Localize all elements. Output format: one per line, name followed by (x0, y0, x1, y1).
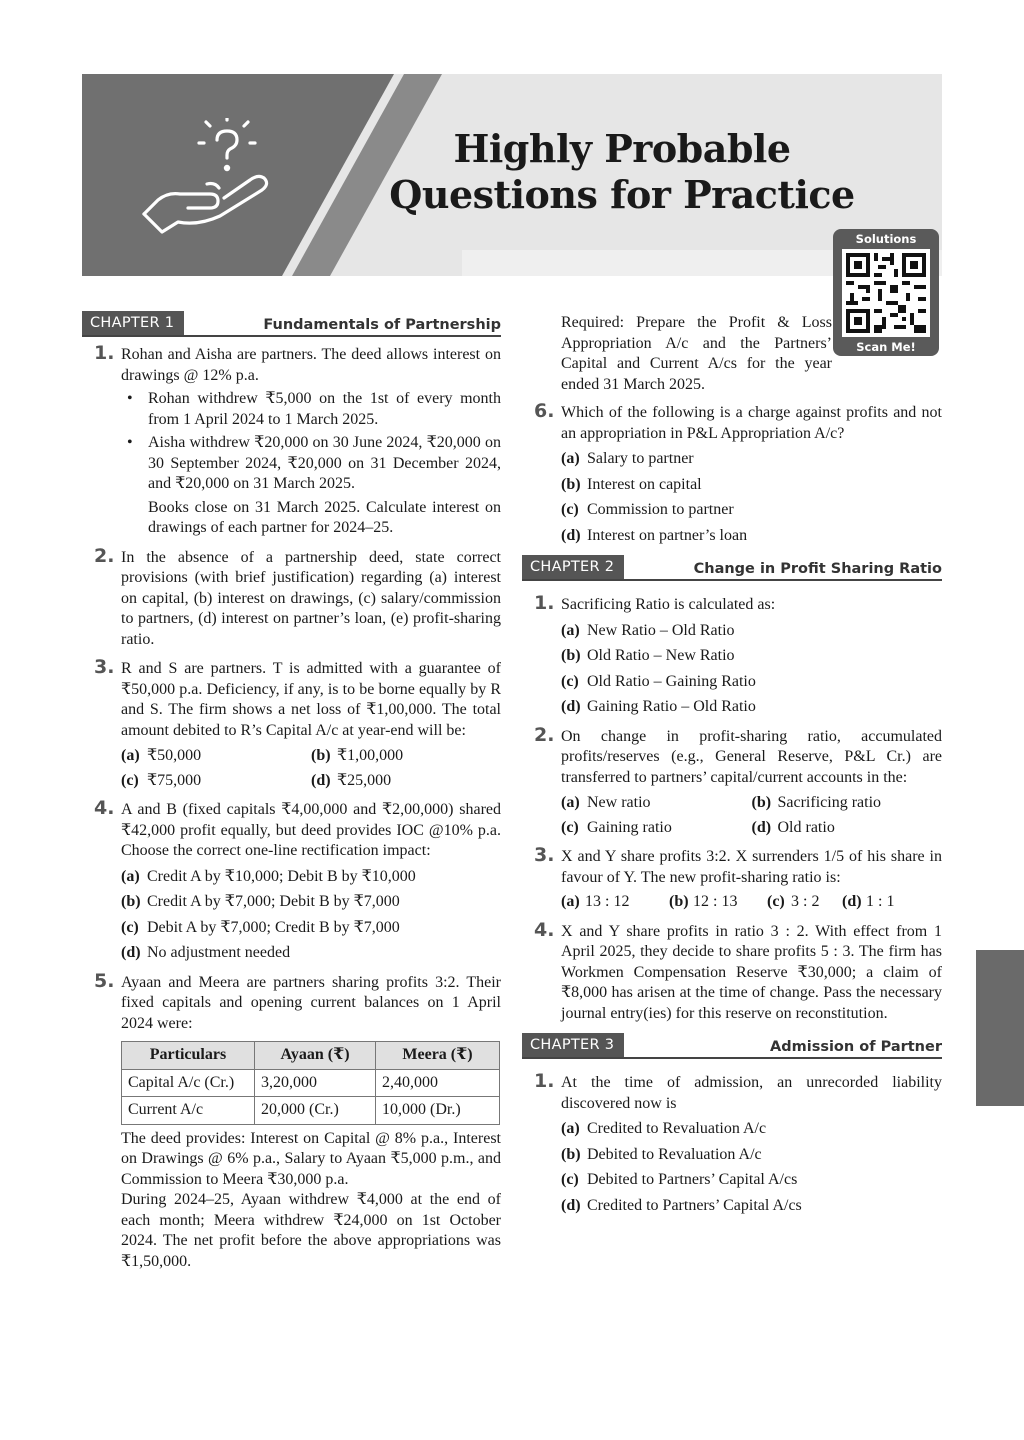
option-text: Old ratio (777, 818, 835, 836)
table-cell: 2,40,000 (376, 1069, 500, 1097)
question-note: Books close on 31 March 2025. Calculate interest on drawings of each partner for 2024–25. (148, 498, 501, 536)
question-paragraph: The deed provides: Interest on Capital @ 8% p.a., Interest on Drawings @ 6% p.a., Salary to Ayaan ₹5,000 p.m., and Commission to Meera ₹30,000 p.a. (121, 1129, 501, 1188)
option-text: ₹50,000 (147, 747, 202, 764)
option-d (311, 771, 501, 792)
option-label: (b) (561, 475, 581, 493)
option-label: (c) (767, 893, 785, 910)
table-cell: Current A/c (122, 1097, 255, 1125)
ch2-question-3 (522, 844, 942, 913)
question-text: X and Y share profits 3:2. X surrenders 1/5 of his share in favour of Y. The new profit-sharing ratio is: (561, 848, 942, 886)
option-c (561, 500, 942, 521)
option-label: (a) (561, 893, 580, 910)
option-label: (d) (842, 893, 862, 910)
ch3-question-1 (522, 1070, 942, 1216)
option-text: Credited to Partners’ Capital A/cs (587, 1196, 802, 1214)
option-text: Debited to Revaluation A/c (587, 1145, 762, 1163)
ch1-question-5-continued (522, 313, 942, 395)
option-text: Debited to Partners’ Capital A/cs (587, 1171, 798, 1188)
question-text: Which of the following is a charge against profits and not an appropriation in P&L Appropriation A/c? (561, 404, 942, 442)
option-text: Old Ratio – Gaining Ratio (587, 672, 756, 690)
option-label: (c) (561, 818, 579, 836)
option-label: (b) (561, 1145, 581, 1163)
option-text: ₹1,00,000 (337, 747, 404, 764)
option-b (561, 1145, 942, 1166)
option-c (121, 771, 311, 792)
question-paragraph: During 2024–25, Ayaan withdrew ₹4,000 at the end of each month; Meera withdrew ₹24,000 on 1st October 2024. The net profit before the above appropriations was ₹1,50,000. (121, 1191, 501, 1270)
column-header: Meera (₹) (376, 1042, 500, 1070)
option-d (561, 1196, 942, 1217)
option-label: (a) (561, 621, 580, 639)
ch1-question-1 (82, 342, 501, 539)
column-header: Ayaan (₹) (255, 1042, 376, 1070)
option-text: Commission to partner (587, 501, 734, 518)
table-cell: Capital A/c (Cr.) (122, 1069, 255, 1097)
table-cell: 3,20,000 (255, 1069, 376, 1097)
chapter-2-title: Change in Profit Sharing Ratio (693, 561, 942, 577)
column-header: Particulars (122, 1042, 255, 1070)
option-text: 12 : 13 (693, 893, 738, 910)
question-text: On change in profit-sharing ratio, accumulated profits/reserves (e.g., General Reserve, P&L Cr.) are transferred to partners’ capital/current accounts in the: (561, 727, 942, 786)
option-text: ₹25,000 (337, 771, 392, 789)
ch1-question-5 (82, 969, 501, 1273)
option-label: (b) (561, 647, 581, 664)
option-label: (c) (561, 501, 579, 518)
page-title (382, 126, 862, 218)
option-text: New ratio (587, 794, 651, 811)
hand-question-icon (142, 118, 272, 238)
option-b (121, 892, 501, 913)
question-number: 2. (534, 723, 555, 746)
option-c (561, 818, 752, 839)
option-label: (a) (121, 867, 140, 885)
option-text: Gaining ratio (587, 818, 672, 836)
header-banner (82, 74, 942, 276)
question-number: 5. (94, 969, 115, 992)
option-b (561, 475, 942, 496)
option-b (311, 746, 501, 767)
question-text: Sacrificing Ratio is calculated as: (561, 596, 776, 613)
chapter-2-tag: CHAPTER 2 (522, 555, 624, 579)
chapter-2-header (522, 555, 942, 581)
table-cell: 20,000 (Cr.) (255, 1097, 376, 1125)
option-text: Old Ratio – New Ratio (587, 647, 735, 664)
option-d (752, 818, 943, 839)
question-text: In the absence of a partnership deed, state correct provisions (with brief justification) regarding (a) interest on capital, (b) interest on drawings, (c) salary/commission to partners, (d) interest on partner’s loan, (e) profit-sharing ratio. (121, 548, 501, 648)
option-d (561, 526, 942, 547)
option-text: Interest on partner’s loan (587, 526, 748, 544)
option-text: 1 : 1 (866, 893, 895, 910)
question-number: 3. (534, 844, 555, 866)
option-c (121, 918, 501, 939)
left-column (82, 311, 501, 1281)
ch2-question-1 (522, 592, 942, 718)
question-text: A and B (fixed capitals ₹4,00,000 and ₹2,00,000) shared ₹42,000 profit equally, but deed provides IOC @10% p.a. Choose the correct one-line rectification impact: (121, 801, 501, 859)
option-label: (d) (561, 526, 581, 544)
question-number: 6. (534, 400, 555, 422)
ch2-question-2 (522, 723, 942, 839)
option-text: Credited to Revaluation A/c (587, 1120, 767, 1137)
ch1-question-4 (82, 797, 501, 964)
option-text: 3 : 2 (791, 893, 820, 910)
page-edge-tab (976, 950, 1024, 1106)
bullet-list (121, 389, 501, 495)
question-text: Ayaan and Meera are partners sharing profits 3:2. Their fixed capitals and opening current balances on 1 April 2024 were: (121, 973, 501, 1032)
option-label: (a) (561, 450, 580, 467)
question-number: 1. (534, 592, 555, 614)
option-a (561, 793, 752, 814)
qr-bottom-label: Scan Me! (856, 340, 916, 354)
option-text: Credit A by ₹10,000; Debit B by ₹10,000 (147, 867, 416, 885)
title-line-1: Highly Probable (453, 126, 791, 171)
option-a (121, 746, 311, 767)
table-row (122, 1097, 500, 1125)
table-row (122, 1069, 500, 1097)
option-a (561, 449, 942, 470)
option-grid (121, 746, 501, 791)
question-text: R and S are partners. T is admitted with a guarantee of ₹50,000 p.a. Deficiency, if any, is to be borne equally by R and S. The firm shows a net loss of ₹1,00,000. The total amount debited to R’s Capital A/c at year-end will be: (121, 660, 501, 739)
option-label: (a) (561, 1120, 580, 1137)
chapter-3-title: Admission of Partner (770, 1039, 942, 1055)
table-header-row (122, 1042, 500, 1070)
question-text: At the time of admission, an unrecorded liability discovered now is (561, 1074, 942, 1112)
question-paragraph: Required: Prepare the Profit & Loss Appropriation A/c and the Partners’ Capital and Current A/cs for the year ended 31 March 2025. (561, 314, 832, 393)
chapter-1-tag: CHAPTER 1 (82, 311, 184, 335)
option-text: Gaining Ratio – Old Ratio (587, 698, 756, 715)
option-label: (d) (751, 818, 772, 836)
option-a (561, 892, 669, 913)
ch1-question-6 (522, 400, 942, 546)
option-a (561, 1119, 942, 1140)
question-number: 1. (94, 342, 115, 364)
balances-table (121, 1041, 500, 1125)
question-number: 4. (94, 797, 115, 819)
table-cell: 10,000 (Dr.) (376, 1097, 500, 1125)
option-label: (d) (121, 944, 141, 961)
option-b (752, 793, 943, 814)
option-d (561, 697, 942, 718)
option-label: (d) (561, 698, 581, 715)
ch2-question-4 (522, 918, 942, 1025)
option-c (561, 1170, 942, 1191)
option-text: Credit A by ₹7,000; Debit B by ₹7,000 (147, 893, 400, 910)
option-b (561, 646, 942, 667)
option-label: (a) (121, 747, 140, 764)
option-label: (b) (669, 893, 689, 910)
option-text: Debit A by ₹7,000; Credit B by ₹7,000 (147, 918, 400, 936)
question-number: 2. (94, 544, 115, 567)
option-text: 13 : 12 (585, 893, 630, 910)
option-label: (c) (561, 672, 579, 690)
option-label: (c) (121, 771, 139, 789)
option-a (121, 867, 501, 888)
option-label: (d) (561, 1196, 581, 1214)
option-text: Interest on capital (587, 475, 702, 493)
option-grid (561, 793, 942, 838)
title-line-2: Questions for Practice (389, 172, 855, 217)
option-c (767, 892, 842, 913)
chapter-1-title: Fundamentals of Partnership (263, 317, 501, 333)
option-label: (a) (561, 794, 580, 811)
chapter-3-tag: CHAPTER 3 (522, 1033, 624, 1057)
option-text: Sacrificing ratio (777, 794, 882, 811)
option-text: ₹75,000 (147, 771, 202, 789)
ch1-question-3 (82, 656, 501, 791)
qr-top-label: Solutions (855, 232, 917, 246)
question-number: 4. (534, 918, 555, 941)
question-number: 3. (94, 656, 115, 678)
option-d (842, 892, 902, 913)
chapter-1-header (82, 311, 501, 337)
option-a (561, 621, 942, 642)
right-column (522, 313, 942, 1225)
question-number: 1. (534, 1070, 555, 1092)
option-d (121, 943, 501, 964)
option-label: (c) (121, 918, 139, 936)
option-label: (b) (311, 747, 331, 764)
option-text: Salary to partner (587, 450, 694, 467)
option-label: (d) (311, 771, 331, 789)
option-row (561, 892, 942, 913)
option-label: (c) (561, 1171, 579, 1188)
question-text: Rohan and Aisha are partners. The deed allows interest on drawings @ 12% p.a. (121, 346, 501, 384)
option-c (561, 672, 942, 693)
option-label: (b) (751, 794, 772, 811)
option-text: New Ratio – Old Ratio (587, 621, 735, 639)
list-item: • Aisha withdrew ₹20,000 on 30 June 2024, ₹20,000 on 30 September 2024, ₹20,000 on 31 December 2024, and ₹20,000 on 31 March 2025. (121, 433, 501, 495)
option-b (669, 892, 767, 913)
question-text: X and Y share profits in ratio 3 : 2. With effect from 1 April 2025, they decide to share profits 5 : 3. The firm has Workmen Compensation Reserve ₹30,000; a claim of ₹8,000 has arisen at the time of change. Pass the necessary journal entry(ies) for this reserve on reconstitution. (561, 922, 942, 1022)
option-label: (b) (121, 893, 141, 910)
option-text: No adjustment needed (147, 944, 291, 961)
chapter-3-header (522, 1033, 942, 1059)
list-item: • Rohan withdrew ₹5,000 on the 1st of every month from 1 April 2024 to 1 March 2025. (121, 389, 501, 430)
ch1-question-2 (82, 544, 501, 651)
